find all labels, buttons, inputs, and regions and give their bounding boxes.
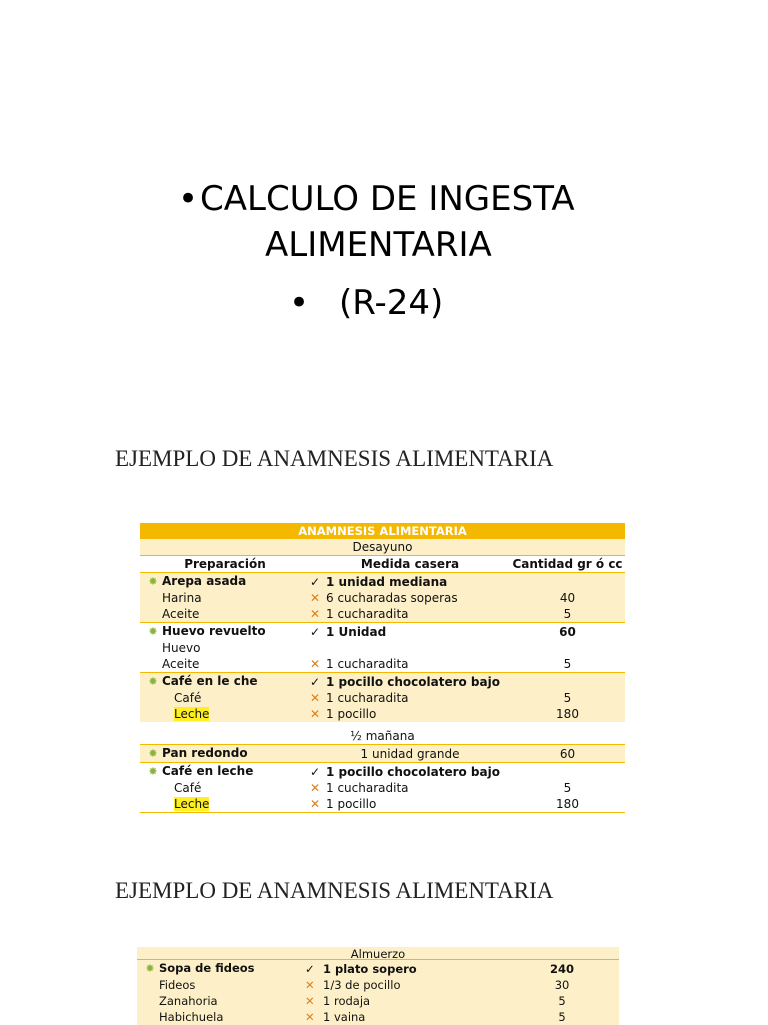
medida-cell: 1 unidad grande [310, 745, 510, 763]
prep-cell: Harina [162, 591, 202, 605]
flower-icon: ✸ [148, 765, 158, 778]
medida-cell: 1 pocillo [326, 797, 377, 811]
table-row [137, 977, 619, 993]
medida-cell: 1 pocillo chocolatero bajo [326, 674, 500, 689]
table-row [140, 763, 625, 781]
qty-cell: 40 [510, 590, 625, 606]
flower-icon: ✸ [148, 575, 158, 588]
medida-cell: 1 cucharadita [326, 607, 409, 621]
cross-icon: ✕ [305, 994, 315, 1008]
title-line-1 [178, 176, 575, 222]
check-icon: ✓ [310, 674, 321, 689]
column-header-prep: Preparación [184, 557, 266, 571]
medida-cell: 1 plato sopero [323, 961, 417, 976]
table-row [137, 1009, 619, 1025]
column-header-cantidad: Cantidad gr ó cc [512, 557, 623, 571]
table-row [140, 690, 625, 706]
table-row [140, 656, 625, 673]
qty-cell [510, 573, 625, 591]
meal-row [140, 539, 625, 556]
table-row [140, 706, 625, 722]
table-header-row [140, 523, 625, 539]
cross-icon: ✕ [310, 691, 321, 705]
qty-cell: 5 [505, 1009, 619, 1025]
medida-cell: 1 Unidad [326, 624, 387, 639]
prep-cell: Arepa asada [162, 574, 247, 588]
medida-cell: 1 pocillo chocolatero bajo [326, 764, 500, 779]
meal-label: Almuerzo [137, 947, 619, 960]
title-text-3: (R-24) [339, 283, 444, 323]
prep-cell: Café [174, 691, 202, 705]
cross-icon: ✕ [310, 591, 321, 605]
qty-cell: 5 [563, 657, 572, 671]
cross-icon: ✕ [310, 607, 321, 621]
meal-row [140, 728, 625, 745]
table-row [137, 960, 619, 978]
medida-cell: 1 rodaja [323, 994, 371, 1008]
prep-cell: Sopa de fideos [159, 961, 255, 975]
prep-cell: Pan redondo [162, 746, 248, 760]
prep-cell: Habichuela [159, 1010, 224, 1024]
meal-row [137, 947, 619, 960]
table-row [140, 640, 625, 656]
qty-cell: 5 [510, 690, 625, 706]
title-line-2: ALIMENTARIA [265, 225, 492, 265]
anamnesis-table-2 [137, 947, 619, 1025]
bullet: • [289, 283, 310, 323]
flower-icon: ✸ [145, 962, 155, 975]
check-icon: ✓ [310, 624, 321, 639]
flower-icon: ✸ [148, 625, 158, 638]
table-row [137, 993, 619, 1009]
prep-cell: Aceite [162, 657, 200, 671]
prep-cell: Fideos [159, 978, 196, 992]
prep-cell: Café en le che [162, 674, 258, 688]
qty-cell: 60 [510, 745, 625, 763]
medida-cell: 1 unidad mediana [326, 574, 448, 589]
table-row [140, 590, 625, 606]
prep-cell-highlighted: Leche [174, 797, 210, 811]
prep-cell: Aceite [162, 607, 200, 621]
cross-icon: ✕ [305, 1010, 315, 1024]
prep-cell: Huevo [162, 641, 201, 655]
check-icon: ✓ [310, 764, 321, 779]
section-heading-1: EJEMPLO DE ANAMNESIS ALIMENTARIA [115, 446, 554, 471]
qty-cell: 30 [505, 977, 619, 993]
flower-icon: ✸ [148, 747, 158, 760]
table-row [140, 796, 625, 813]
flower-icon: ✸ [148, 675, 158, 688]
table-row [140, 573, 625, 591]
prep-cell-highlighted: Leche [174, 707, 210, 721]
bullet: • [178, 179, 199, 219]
medida-cell: 6 cucharadas soperas [326, 591, 458, 605]
medida-cell: 1 cucharadita [326, 691, 409, 705]
cross-icon: ✕ [305, 978, 315, 992]
cross-icon: ✕ [310, 781, 321, 795]
section-heading-2: EJEMPLO DE ANAMNESIS ALIMENTARIA [115, 878, 554, 903]
qty-cell: 60 [510, 623, 625, 641]
qty-cell: 5 [505, 993, 619, 1009]
table-row [140, 606, 625, 623]
check-icon: ✓ [310, 574, 321, 589]
medida-cell: 1 cucharadita [326, 781, 409, 795]
title-line-3 [289, 280, 443, 326]
prep-cell: Café [174, 781, 202, 795]
table-header: ANAMNESIS ALIMENTARIA [140, 523, 625, 539]
medida-cell: 1 vaina [323, 1010, 366, 1024]
table-row [140, 745, 625, 763]
medida-cell: 1 cucharadita [326, 657, 409, 671]
medida-cell: 1 pocillo [326, 707, 377, 721]
meal-label: Desayuno [140, 539, 625, 556]
qty-cell: 240 [505, 960, 619, 978]
table-row [140, 780, 625, 796]
prep-cell: Huevo revuelto [162, 624, 266, 638]
anamnesis-table-1 [140, 523, 625, 813]
table-row [140, 623, 625, 641]
qty-cell [510, 673, 625, 691]
check-icon: ✓ [305, 961, 315, 976]
meal-label: ½ mañana [140, 728, 625, 745]
qty-cell: 5 [510, 606, 625, 623]
prep-cell: Zanahoria [159, 994, 218, 1008]
cross-icon: ✕ [310, 797, 321, 811]
prep-cell: Café en leche [162, 764, 254, 778]
cross-icon: ✕ [310, 707, 321, 721]
table-row [140, 673, 625, 691]
title-text-1: CALCULO DE INGESTA [200, 179, 575, 219]
column-header-medida: Medida casera [360, 557, 460, 571]
medida-cell: 1/3 de pocillo [323, 978, 401, 992]
qty-cell: 180 [556, 797, 579, 811]
qty-cell [510, 763, 625, 781]
qty-cell: 5 [563, 781, 572, 795]
cross-icon: ✕ [310, 657, 321, 671]
qty-cell: 180 [510, 706, 625, 722]
column-header-row [140, 556, 625, 573]
